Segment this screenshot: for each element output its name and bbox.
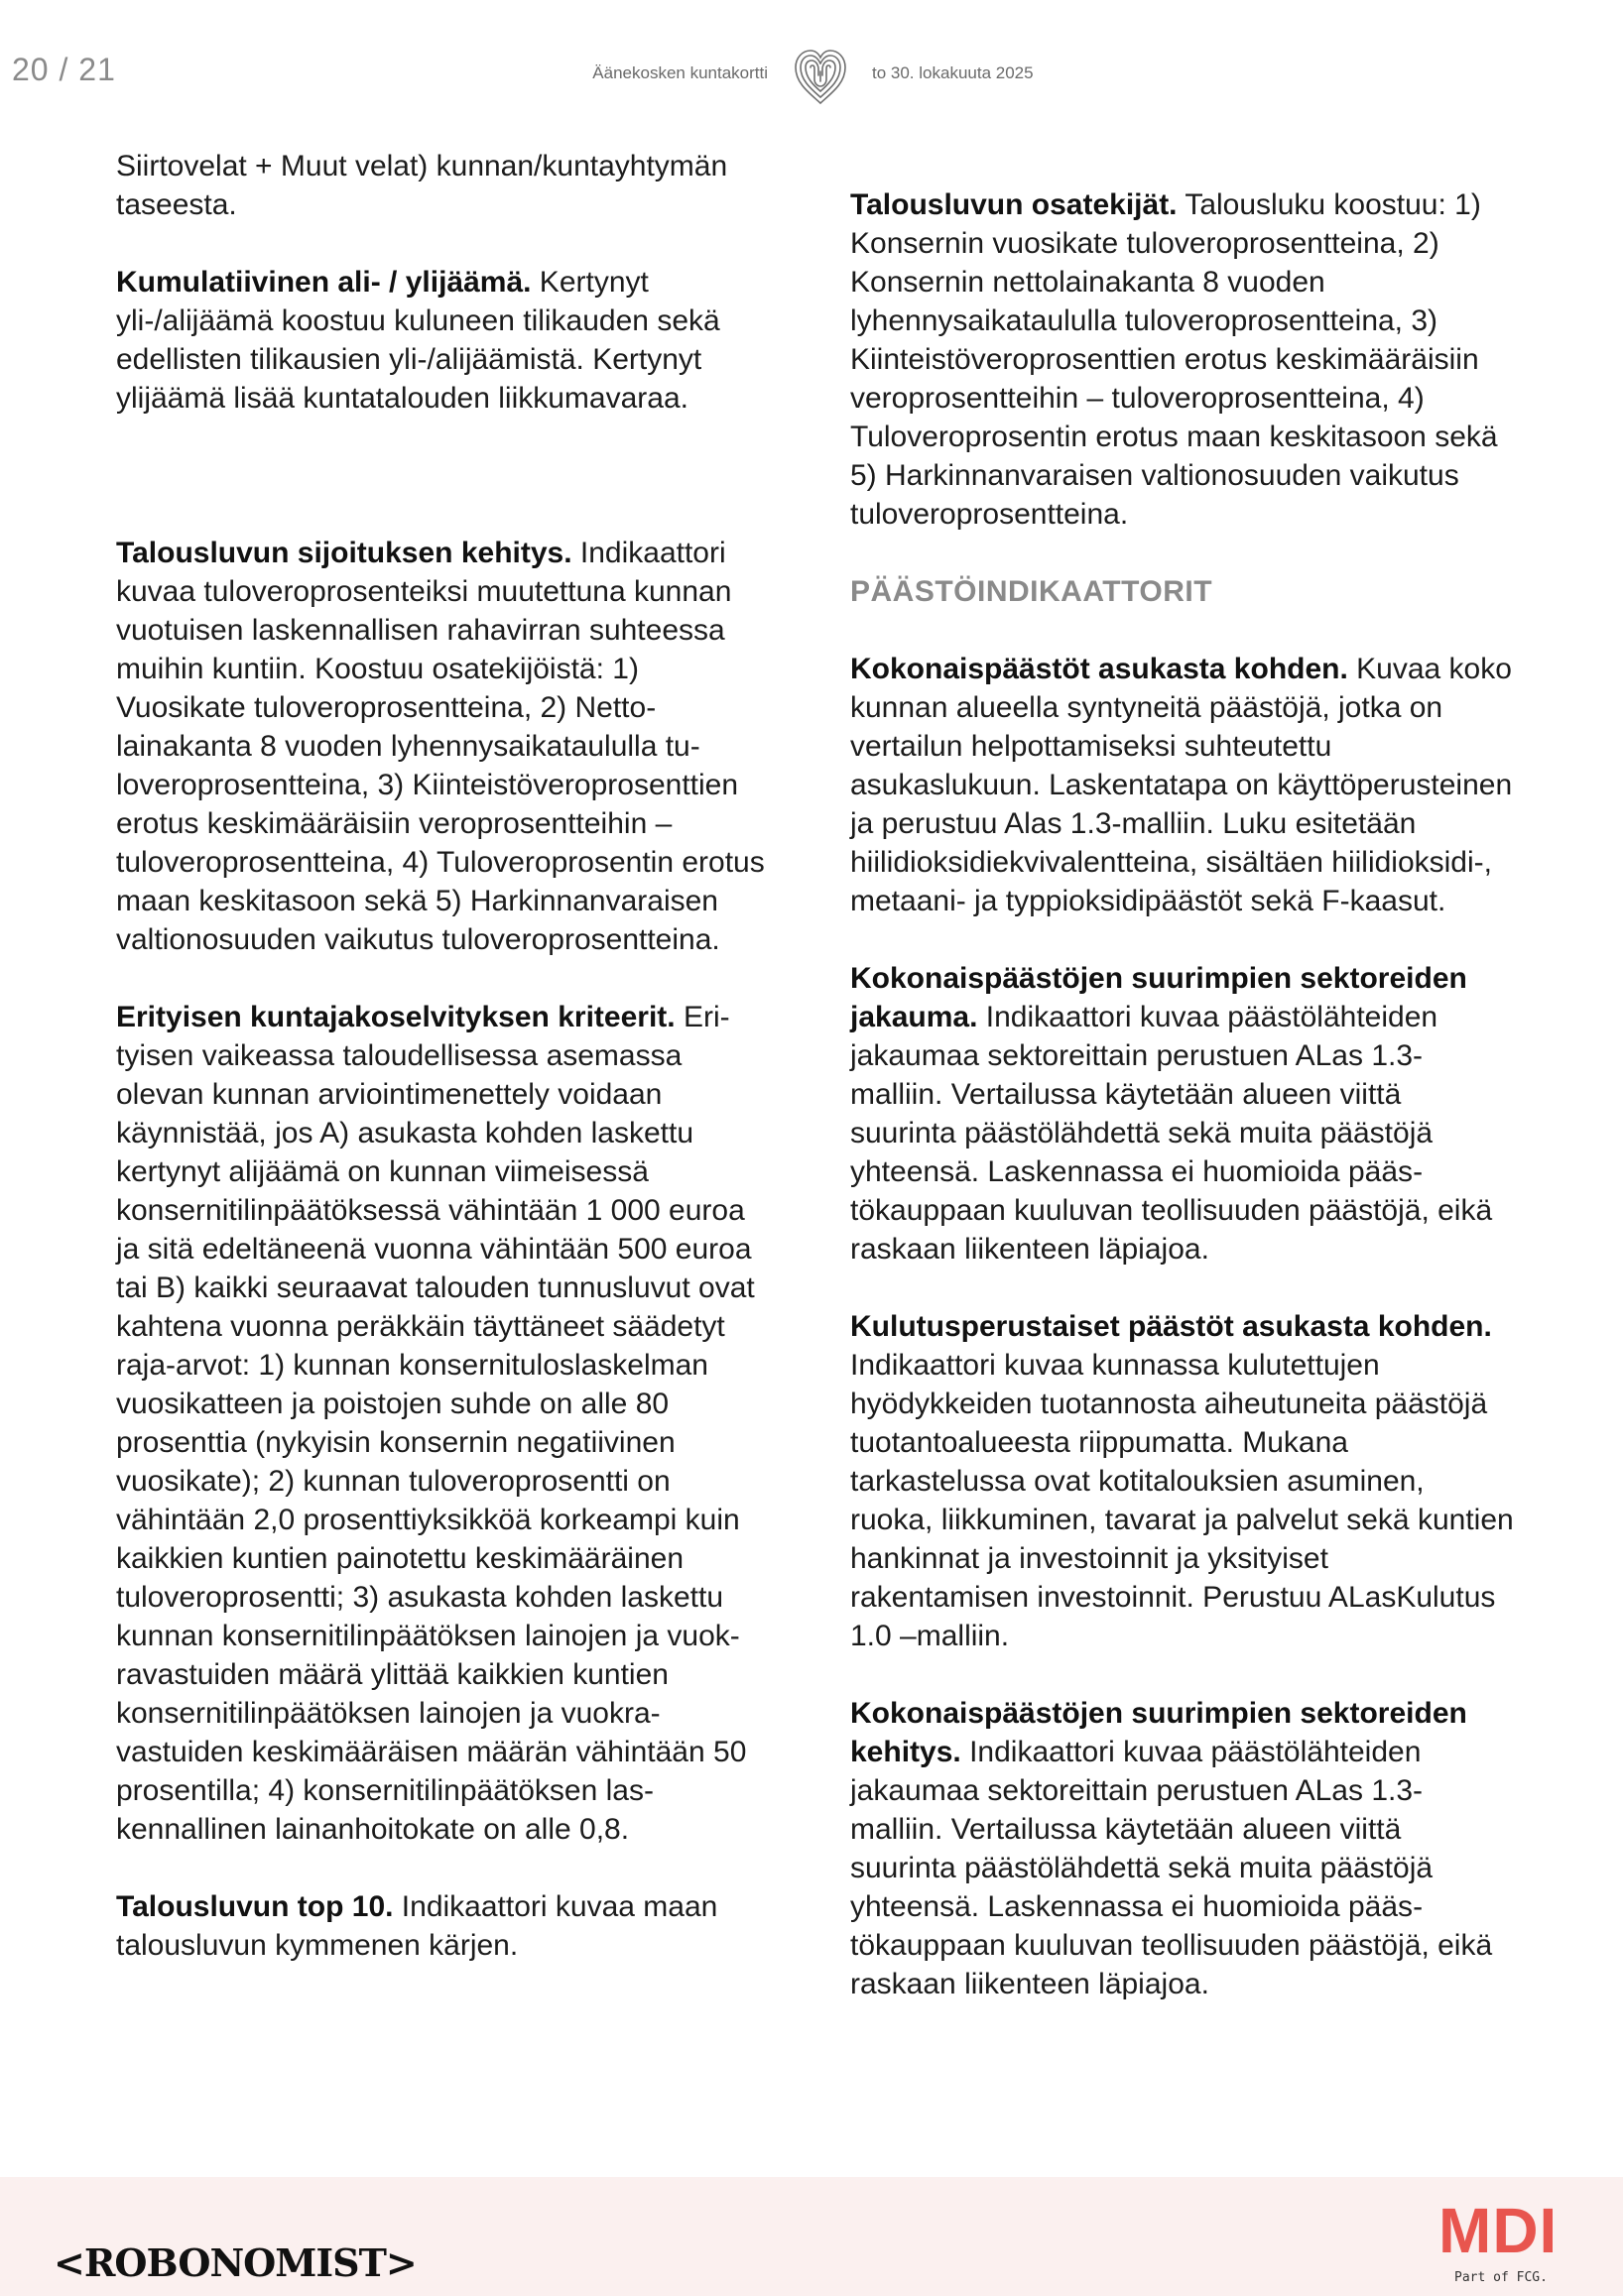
paragraph — [116, 147, 776, 224]
paragraph — [850, 959, 1515, 1269]
paragraph-term: Talousluvun top 10. — [116, 1890, 394, 1923]
paragraph — [850, 1307, 1515, 1655]
section-heading: PÄÄSTÖINDIKAATTORIT — [850, 575, 1213, 608]
paragraph — [850, 650, 1515, 920]
document-title: Äänekosken kuntakortti — [592, 63, 768, 82]
paragraph-text: Talousluku koostuu: 1) Konsernin vuosikate tuloveroprosentteina, 2) Konsernin nettolainakanta 8 vuoden lyhennysaikataululla tuloveroprosentteina, 3) Kiinteistöveroprosenttien erotus keskimääräisiin veroprosentteihin – tuloveroprosentteina, 4) Tuloveroprosentin erotus maan keskitasoon sekä 5) Harkinnanvaraisen valtionosuuden vaikutus tuloveroprosentteina. — [850, 188, 1498, 531]
paragraph-text: Kertynyt yli-/alijäämä koostuu kuluneen tilikauden sekä edellisten tilikausien yli-/alijäämistä. Kertynyt ylijäämä lisää kuntatalouden liikkumavaraa. — [116, 266, 720, 415]
paragraph-term: Erityisen kuntajakoselvityksen kriteerit. — [116, 1001, 676, 1033]
paragraph-term: Kulutusperustaiset päästöt asukasta kohden. — [850, 1310, 1492, 1343]
page-footer — [0, 2177, 1623, 2296]
paragraph-term: Talousluvun osatekijät. — [850, 188, 1178, 221]
page-number: 20 / 21 — [12, 52, 116, 87]
right-column — [850, 185, 1515, 2042]
paragraph — [116, 1887, 776, 1965]
paragraph-text: Indikaattori kuvaa maan talousluvun kymmenen kärjen. — [116, 1890, 718, 1962]
paragraph-term: Kokonaispäästöjen suurimpien sektoreiden jakauma. — [850, 962, 1467, 1033]
paragraph-text: Indikaattori kuvaa tuloveroprosenteiksi muutettuna kunnan vuotuisen laskennallisen rahavirran suhteessa muihin kuntiin. Koostuu osatekijöistä: 1) Vuosikate tuloveroprosentteina, 2) Nettolainakanta 8 vuoden lyhennysaikataululla tuloveroprosentteina, 3) Kiinteistöveroprosenttien erotus keskimääräisiin veroprosentteihin – tuloveroprosentteina, 4) Tuloveroprosentin erotus maan keskitasoon sekä 5) Harkinnanvaraisen valtionosuuden vaikutus tuloveroprosentteina. — [116, 537, 765, 956]
paragraph-term: Kokonaispäästöjen suurimpien sektoreiden kehitys. — [850, 1697, 1467, 1768]
mdi-logo: MDI — [1438, 2195, 1559, 2266]
paragraph-text: Indikaattori kuvaa päästölähteiden jakaumaa sektoreittain perustuen ALas 1.3-malliin. Vertailussa käytetään alueen viittä suurinta päästölähdettä sekä muita päästöjä yhteensä. Laskennassa ei huomioida päästökauppaan kuuluvan teollisuuden päästöjä, eikä raskaan liikenteen läpiajoa. — [850, 1736, 1493, 2000]
fingerprint-heart-icon — [792, 46, 849, 107]
paragraph — [850, 185, 1515, 534]
paragraph-text: Erityisen vaikeassa taloudellisessa asemassa olevan kunnan arviointimenettely voidaan käynnistää, jos A) asukasta kohden laskettu kertynyt alijäämä on kunnan viimeisessä konsernitilinpäätöksessä vähintään 1 000 euroa ja sitä edeltäneenä vuonna vähintään 500 euroa tai B) kaikki seuraavat talouden tunnusluvut ovat kahtena vuonna peräkkäin täyttäneet säädetyt raja-arvot: 1) kunnan konsernituloslaskelman vuosikatteen ja poistojen suhde on alle 80 prosenttia (nykyisin konsernin negatiivinen vuosikate); 2) kunnan tuloveroprosentti on vähintään 2,0 prosenttiyksikköä korkeampi kuin kaikkien kuntien painotettu keskimääräinen tuloveroprosentti; 3) asukasta kohden laskettu kunnan konsernitilinpäätöksen lainojen ja vuokravastuiden määrä ylittää kaikkien kuntien konsernitilinpäätöksen lainojen ja vuokravastuiden keskimääräisen määrän vähintään 50 prosentilla; 4) konsernitilinpäätöksen laskennallinen lainanhoitokate on alle 0,8. — [116, 1001, 755, 1846]
left-column — [116, 147, 776, 2003]
robonomist-logo: <ROBONOMIST> — [54, 2240, 417, 2285]
paragraph — [116, 998, 776, 1849]
paragraph-term: Kokonaispäästöt asukasta kohden. — [850, 653, 1348, 685]
paragraph — [850, 1694, 1515, 2003]
mdi-subtitle: Part of FCG. — [1454, 2270, 1548, 2285]
paragraph-text: Indikaattori kuvaa kunnassa kulutettujen hyödykkeiden tuotannosta aiheutuneita päästöjä tuotantoalueesta riippumatta. Mukana tarkastelussa ovat kotitalouksien asuminen, ruoka, liikkuminen, tavarat ja palvelut sekä kuntien hankinnat ja investoinnit ja yksityiset rakentamisen investoinnit. Perustuu ALasKulutus 1.0 –malliin. — [850, 1349, 1514, 1652]
paragraph-term: Talousluvun sijoituksen kehitys. — [116, 537, 572, 569]
paragraph — [116, 534, 776, 959]
document-date: to 30. lokakuuta 2025 — [872, 63, 1034, 82]
paragraph-text: Kuvaa koko kunnan alueella syntyneitä päästöjä, jotka on vertailun helpottamiseksi suhteutettu asukaslukuun. Laskentatapa on käyttöperusteinen ja perustuu Alas 1.3-malliin. Luku esitetään hiilidioksidiekvivalentteina, sisältäen hiilidioksidi-, metaani- ja typpioksidipäästöt sekä F-kaasut. — [850, 653, 1513, 917]
paragraph — [116, 263, 776, 418]
paragraph-text: Indikaattori kuvaa päästölähteiden jakaumaa sektoreittain perustuen ALas 1.3-malliin. Vertailussa käytetään alueen viittä suurinta päästölähdettä sekä muita päästöjä yhteensä. Laskennassa ei huomioida päästökauppaan kuuluvan teollisuuden päästöjä, eikä raskaan liikenteen läpiajoa. — [850, 1001, 1493, 1266]
paragraph-text: Siirtovelat + Muut velat) kunnan/kuntayhtymän taseesta. — [116, 150, 728, 221]
page-header — [0, 0, 1623, 149]
paragraph-term: Kumulatiivinen ali- / ylijäämä. — [116, 266, 532, 299]
